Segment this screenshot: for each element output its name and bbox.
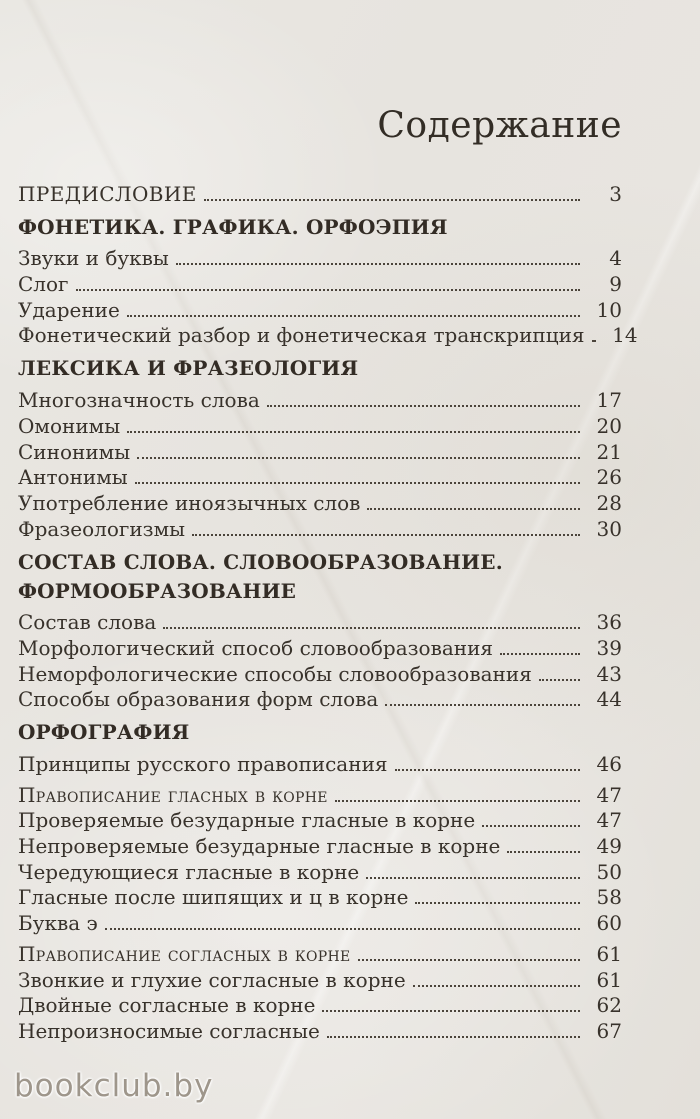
toc-entry bbox=[18, 438, 622, 464]
dot-leader bbox=[176, 263, 580, 265]
toc-entry-page: 58 bbox=[596, 885, 622, 910]
toc-entry-page: 30 bbox=[596, 516, 622, 541]
toc-entry bbox=[18, 750, 622, 776]
toc-section-header-line: ФОРМООБРАЗОВАНИЕ bbox=[18, 578, 297, 603]
dot-leader bbox=[192, 534, 580, 536]
dot-leader bbox=[127, 431, 580, 433]
dot-leader bbox=[163, 627, 580, 629]
page-title: Содержание bbox=[377, 105, 622, 146]
toc-entry-page: 39 bbox=[596, 635, 622, 660]
toc-section-header bbox=[18, 213, 622, 242]
toc-entry-label: Употребление иноязычных слов bbox=[18, 490, 361, 515]
toc-entry-page: 47 bbox=[596, 808, 622, 833]
toc-entry-page: 44 bbox=[596, 687, 622, 712]
toc-entry-label: Фразеологизмы bbox=[18, 516, 186, 541]
toc-entry-page: 4 bbox=[609, 246, 622, 271]
toc-entry-label: Многозначность слова bbox=[18, 388, 260, 413]
toc-entry bbox=[18, 807, 622, 833]
toc-entry-page: 14 bbox=[612, 323, 638, 348]
dot-leader bbox=[507, 851, 580, 853]
toc-entry-label: Непроизносимые согласные bbox=[18, 1018, 320, 1043]
toc-entry-page: 10 bbox=[596, 297, 622, 322]
toc-entry bbox=[18, 270, 622, 296]
dot-leader bbox=[105, 928, 580, 930]
toc-entry bbox=[18, 858, 622, 884]
dot-leader bbox=[592, 340, 596, 342]
toc-entry-label: Правописание гласных в корне bbox=[18, 782, 328, 807]
toc-entry-label: Фонетический разбор и фонетическая транскрипция bbox=[18, 323, 585, 348]
dot-leader bbox=[204, 199, 580, 201]
toc-entry-page: 61 bbox=[596, 967, 622, 992]
dot-leader bbox=[327, 1036, 580, 1038]
toc-entry bbox=[18, 884, 622, 910]
toc-entry-page: 46 bbox=[596, 752, 622, 776]
toc-entry-page: 20 bbox=[596, 413, 622, 438]
dot-leader bbox=[367, 508, 580, 510]
toc-entry bbox=[18, 966, 622, 992]
toc-entry-page: 49 bbox=[596, 834, 622, 859]
toc-entry-page: 28 bbox=[596, 490, 622, 515]
toc-entry bbox=[18, 660, 622, 686]
toc-entry bbox=[18, 1017, 622, 1043]
dot-leader bbox=[137, 457, 580, 459]
toc-entry bbox=[18, 515, 622, 541]
dot-leader bbox=[127, 315, 580, 317]
toc-section-header-line: ФОНЕТИКА. ГРАФИКА. ОРФОЭПИЯ bbox=[18, 214, 448, 239]
toc-entry-page: 50 bbox=[596, 859, 622, 884]
toc-entry-label: Гласные после шипящих и ц в корне bbox=[18, 885, 409, 910]
toc-entry-label: Омонимы bbox=[18, 413, 121, 438]
dot-leader bbox=[76, 289, 580, 291]
toc-entry bbox=[18, 609, 622, 635]
toc-section-header bbox=[18, 354, 622, 383]
toc-entry-label: Состав слова bbox=[18, 610, 157, 635]
dot-leader bbox=[366, 877, 580, 879]
toc-entry bbox=[18, 180, 622, 206]
dot-leader bbox=[335, 800, 580, 802]
toc-entry-label: Принципы русского правописания bbox=[18, 752, 388, 776]
toc-entry-page: 26 bbox=[596, 465, 622, 490]
toc-section-header-line: ЛЕКСИКА И ФРАЗЕОЛОГИЯ bbox=[18, 356, 359, 381]
toc-entry bbox=[18, 386, 622, 412]
toc-entry bbox=[18, 322, 638, 348]
toc-entry-page: 36 bbox=[596, 610, 622, 635]
dot-leader bbox=[500, 653, 580, 655]
toc-entry-page: 47 bbox=[596, 782, 622, 807]
toc-entry-label: Звуки и буквы bbox=[18, 246, 169, 271]
toc-entry-label: Чередующиеся гласные в корне bbox=[18, 859, 360, 884]
toc-entry-page: 3 bbox=[609, 181, 622, 206]
toc-entry-label: Синонимы bbox=[18, 439, 131, 464]
toc-entry-label: Антонимы bbox=[18, 465, 128, 490]
toc-entry-page: 61 bbox=[596, 941, 622, 966]
toc-list bbox=[18, 180, 638, 1043]
toc-entry-page: 21 bbox=[596, 439, 622, 464]
dot-leader bbox=[267, 405, 580, 407]
toc-entry-label: Слог bbox=[18, 272, 69, 297]
toc-entry-label: Буква э bbox=[18, 911, 98, 936]
dot-leader bbox=[135, 482, 580, 484]
toc-entry bbox=[18, 412, 622, 438]
toc-section-header bbox=[18, 718, 622, 747]
toc-entry-label: Непроверяемые безударные гласные в корне bbox=[18, 834, 501, 859]
toc-content bbox=[18, 0, 638, 1043]
toc-section-header-line: СОСТАВ СЛОВА. СЛОВООБРАЗОВАНИЕ. bbox=[18, 549, 503, 574]
toc-entry bbox=[18, 832, 622, 858]
toc-entry-label: Правописание согласных в корне bbox=[18, 941, 351, 966]
toc-entry-label: Способы образования форм слова bbox=[18, 687, 379, 712]
toc-entry-label: ПРЕДИСЛОВИЕ bbox=[18, 181, 197, 206]
toc-entry-page: 9 bbox=[609, 272, 622, 297]
toc-entry bbox=[18, 245, 622, 271]
toc-entry-page: 67 bbox=[596, 1018, 622, 1043]
toc-entry bbox=[18, 464, 622, 490]
toc-entry-label: Морфологический способ словообразования bbox=[18, 635, 494, 660]
toc-entry bbox=[18, 686, 622, 712]
toc-entry-label: Двойные согласные в корне bbox=[18, 993, 316, 1018]
toc-entry-label: Ударение bbox=[18, 297, 120, 322]
dot-leader bbox=[385, 704, 580, 706]
toc-entry-page: 17 bbox=[596, 388, 622, 413]
toc-entry-label: Проверяемые безударные гласные в корне bbox=[18, 808, 476, 833]
toc-entry-label: Неморфологические способы словообразования bbox=[18, 661, 532, 686]
toc-section-header bbox=[18, 548, 622, 606]
watermark: bookclub.by bbox=[14, 1068, 214, 1104]
dot-leader bbox=[322, 1010, 580, 1012]
dot-leader bbox=[539, 679, 580, 681]
toc-entry-page: 62 bbox=[596, 993, 622, 1018]
dot-leader bbox=[415, 902, 580, 904]
toc-entry bbox=[18, 940, 622, 966]
toc-entry bbox=[18, 781, 622, 807]
dot-leader bbox=[413, 985, 580, 987]
dot-leader bbox=[395, 769, 580, 771]
dot-leader bbox=[482, 825, 580, 827]
toc-entry-label: Звонкие и глухие согласные в корне bbox=[18, 967, 406, 992]
toc-entry bbox=[18, 992, 622, 1018]
toc-entry-page: 43 bbox=[596, 661, 622, 686]
toc-section-header-line: ОРФОГРАФИЯ bbox=[18, 720, 190, 745]
toc-entry bbox=[18, 296, 622, 322]
toc-entry bbox=[18, 634, 622, 660]
dot-leader bbox=[358, 959, 580, 961]
toc-entry-page: 60 bbox=[596, 911, 622, 936]
toc-entry bbox=[18, 909, 622, 935]
toc-entry bbox=[18, 489, 622, 515]
